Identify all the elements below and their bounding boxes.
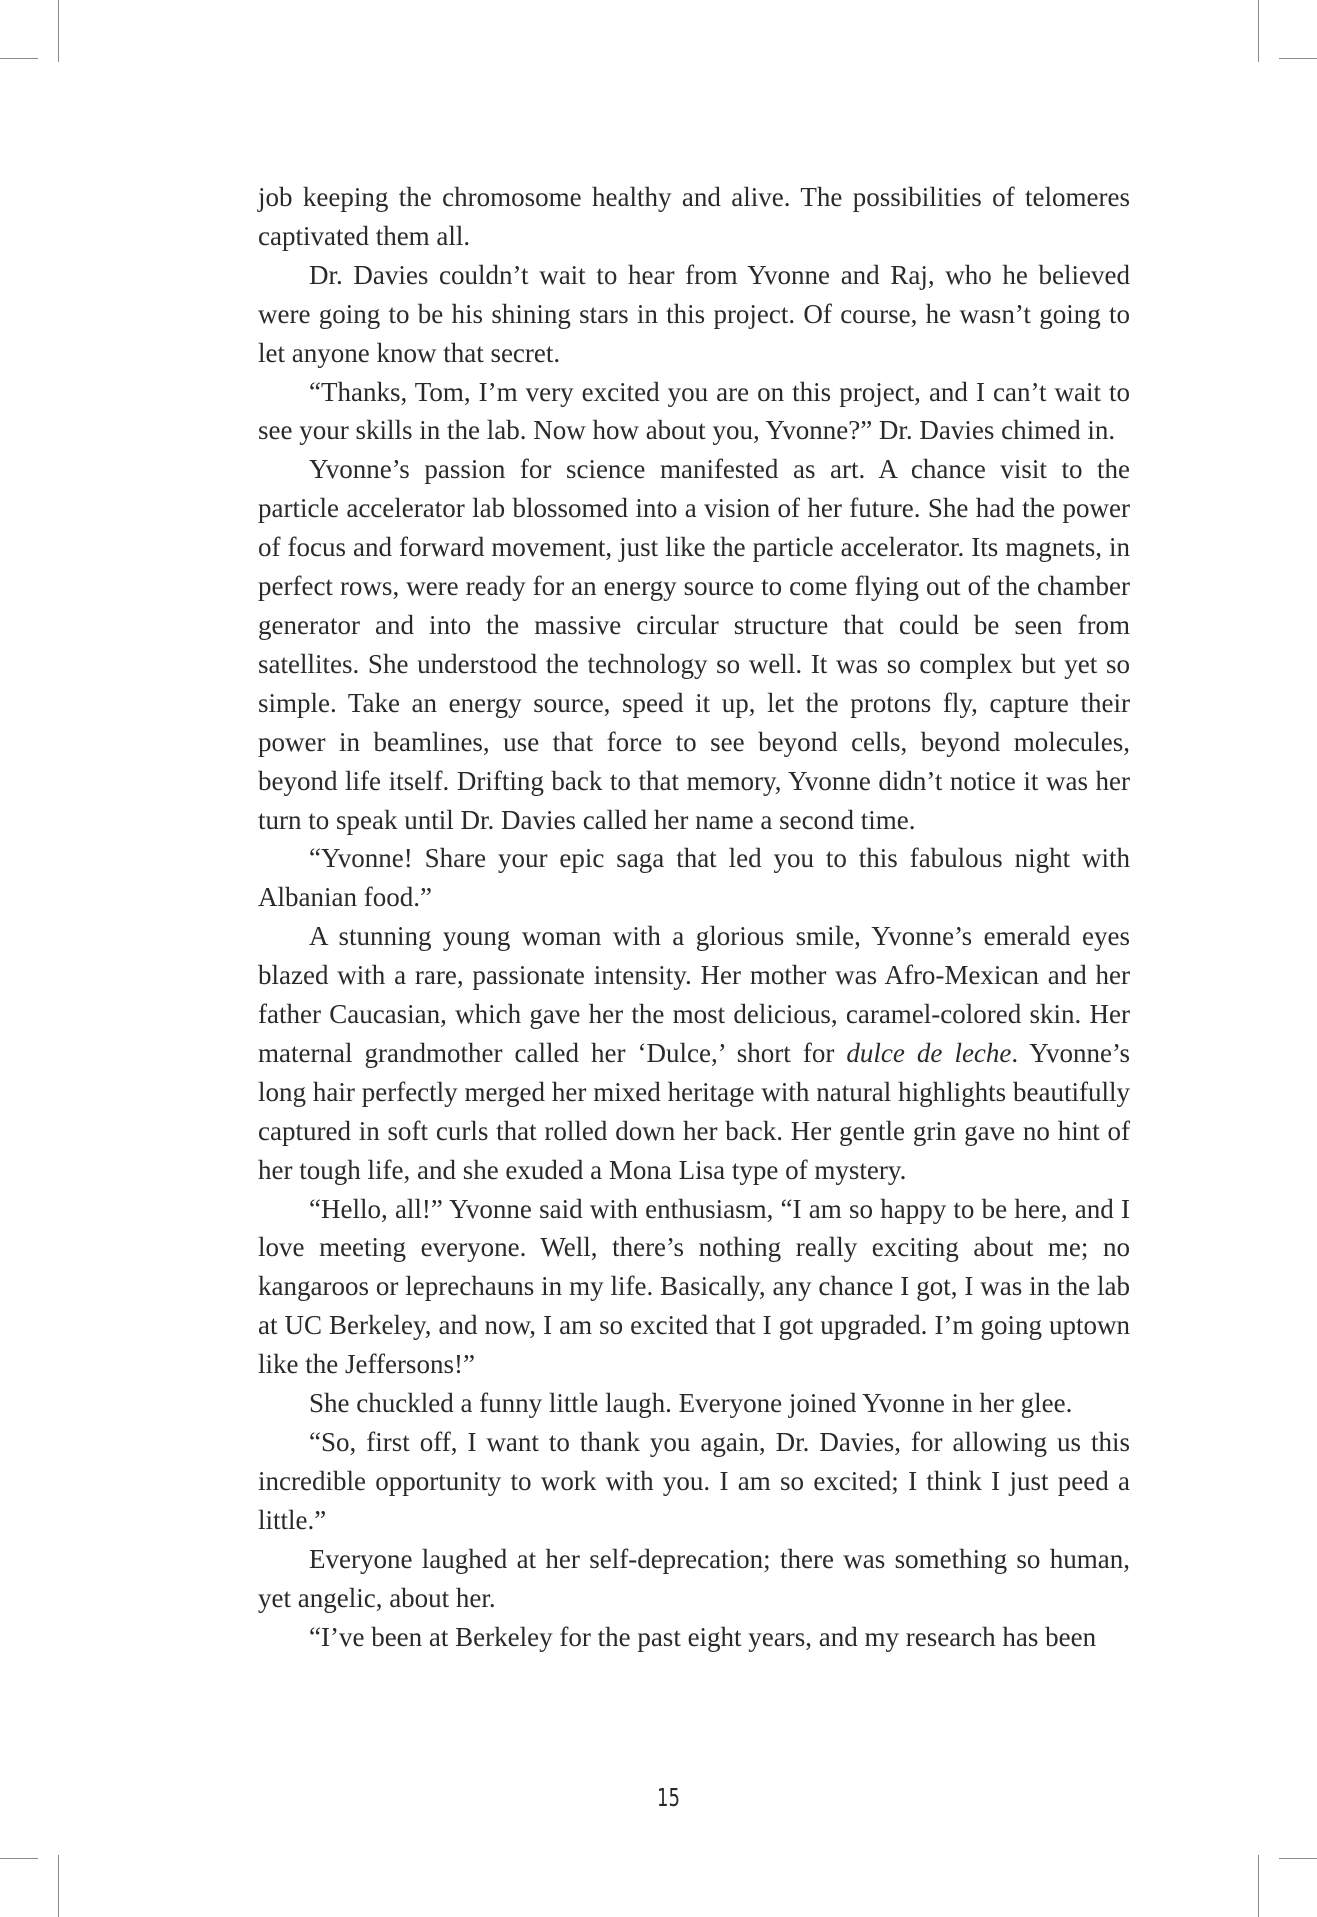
- paragraph: She chuckled a funny little laugh. Everyone joined Yvonne in her glee.: [309, 1388, 1073, 1419]
- paragraph: “Hello, all!” Yvonne said with enthusiasm, “I am so happy to be here, and I love meeting everyone. Well, there’s nothing really exciting about me; no kangaroos or leprechauns in my life. Basically, any chance I got, I was in the lab at UC Berkeley, and now, I am so excited that I got upgraded. I’m going uptown like the Jeffersons!”: [258, 1193, 1130, 1380]
- paragraph: “Yvonne! Share your epic saga that led you to this fabulous night with Albanian food.”: [258, 843, 1130, 913]
- crop-mark-bottom-left: [58, 1855, 59, 1917]
- page-number: 15: [656, 1783, 680, 1812]
- paragraph: “Thanks, Tom, I’m very excited you are on this project, and I can’t wait to see your skills in the lab. Now how about you, Yvonne?” Dr. Davies chimed in.: [258, 376, 1130, 446]
- paragraph: “I’ve been at Berkeley for the past eight years, and my research has been: [309, 1621, 1097, 1652]
- crop-mark-bottom-right: [1258, 1855, 1259, 1917]
- crop-mark-bottom-right: [1279, 1858, 1317, 1859]
- crop-mark-top-right: [1258, 0, 1259, 62]
- paragraph: [258, 917, 1130, 1189]
- crop-mark-top-right: [1279, 58, 1317, 59]
- crop-mark-bottom-left: [0, 1858, 38, 1859]
- paragraph-text: . Yvonne’s long hair perfectly merged her mixed heritage with natural highlights beautifully captured in soft curls that rolled down her back. Her gentle grin gave no hint of her tough life, and she exuded a Mona Lisa type of mystery.: [258, 1037, 1130, 1185]
- paragraph: Everyone laughed at her self-deprecation; there was something so human, yet angelic, about her.: [258, 1543, 1130, 1613]
- body-text: [258, 178, 1130, 1656]
- paragraph: “So, first off, I want to thank you again, Dr. Davies, for allowing us this incredible opportunity to work with you. I am so excited; I think I just peed a little.”: [258, 1427, 1130, 1535]
- crop-mark-top-left: [58, 0, 59, 62]
- paragraph-text: A stunning young woman with a glorious smile, Yvonne’s emerald eyes blazed with a rare, passionate intensity. Her mother was Afro-Mexican and her father Caucasian, which gave her the most delicious, caramel-colored skin. Her maternal grandmother called her ‘Dulce,’ short for: [258, 921, 1130, 1068]
- italic-phrase: dulce de leche: [846, 1037, 1012, 1068]
- crop-mark-top-left: [0, 58, 38, 59]
- paragraph: job keeping the chromosome healthy and alive. The possibilities of telomeres captivated them all.: [258, 182, 1130, 251]
- paragraph: Dr. Davies couldn’t wait to hear from Yvonne and Raj, who he believed were going to be his shining stars in this project. Of course, he wasn’t going to let anyone know that secret.: [258, 259, 1130, 368]
- paragraph: Yvonne’s passion for science manifested as art. A chance visit to the particle accelerator lab blossomed into a vision of her future. She had the power of focus and forward movement, just like the particle accelerator. Its magnets, in perfect rows, were ready for an energy source to come flying out of the chamber generator and into the massive circular structure that could be seen from satellites. She understood the technology so well. It was so complex but yet so simple. Take an energy source, speed it up, let the protons fly, capture their power in beamlines, use that force to see beyond cells, beyond molecules, beyond life itself. Drifting back to that memory, Yvonne didn’t notice it was her turn to speak until Dr. Davies called her name a second time.: [258, 454, 1130, 835]
